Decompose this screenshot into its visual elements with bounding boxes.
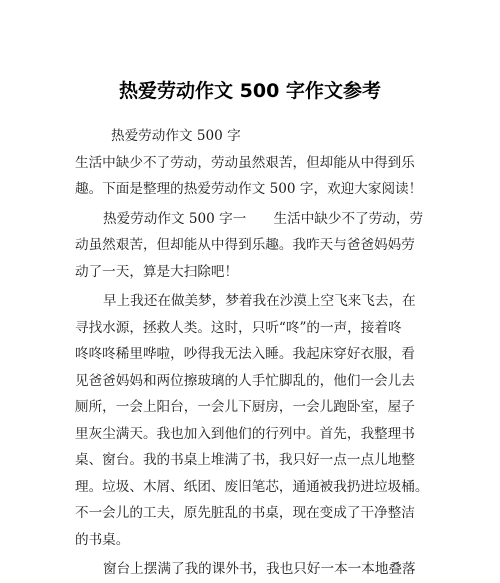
text-line: 咚咚咚稀里哗啦，吵得我无法入睡。我起床穿好衣服，看 [75,346,415,362]
text-line: 生活中缺少不了劳动，劳动虽然艰苦，但却能从中得到乐 [75,154,415,171]
text-line: 动虽然艰苦，但却能从中得到乐趣。我昨天与爸爸妈妈劳 [75,237,415,253]
text-line: 的书桌。 [75,531,130,548]
text-line: 动了一天，算是大扫除吧！ [75,263,239,280]
text-line: 理。垃圾、木屑、纸团、废旧笔芯，通通被我扔进垃圾桶。 [75,478,429,495]
text-line: 寻找水源，拯救人类。这时，只听“咚”的一声，接着咚 [75,319,402,336]
text-line: 里灰尘满天。我也加入到他们的行列中。首先，我整理书 [75,425,415,442]
text-line: 窗台上摆满了我的课外书，我也只好一本一本地叠落 [103,561,416,577]
text-line: 早上我还在做美梦，梦着我在沙漠上空飞来飞去，在 [103,293,416,309]
text-line: 厕所，一会上阳台，一会儿下厨房，一会儿跑卧室，屋子 [75,399,415,415]
document-title: 热爱劳动作文 500 字作文参考 [119,80,381,102]
text-line: 趣。下面是整理的热爱劳动作文 500 字，欢迎大家阅读！ [75,181,423,197]
text-line: 不一会儿的工夫，原先脏乱的书桌，现在变成了干净整洁 [75,505,415,521]
document-subtitle: 热爱劳动作文 500 字 [111,128,241,144]
document-body [75,123,430,583]
text-line: 见爸爸妈妈和两位擦玻璃的人手忙脚乱的，他们一会儿去 [75,372,415,389]
text-line: 桌、窗台。我的书桌上堆满了书，我只好一点一点儿地整 [75,452,415,468]
text-line: 热爱劳动作文 500 字一 生活中缺少不了劳动，劳 [103,210,424,227]
